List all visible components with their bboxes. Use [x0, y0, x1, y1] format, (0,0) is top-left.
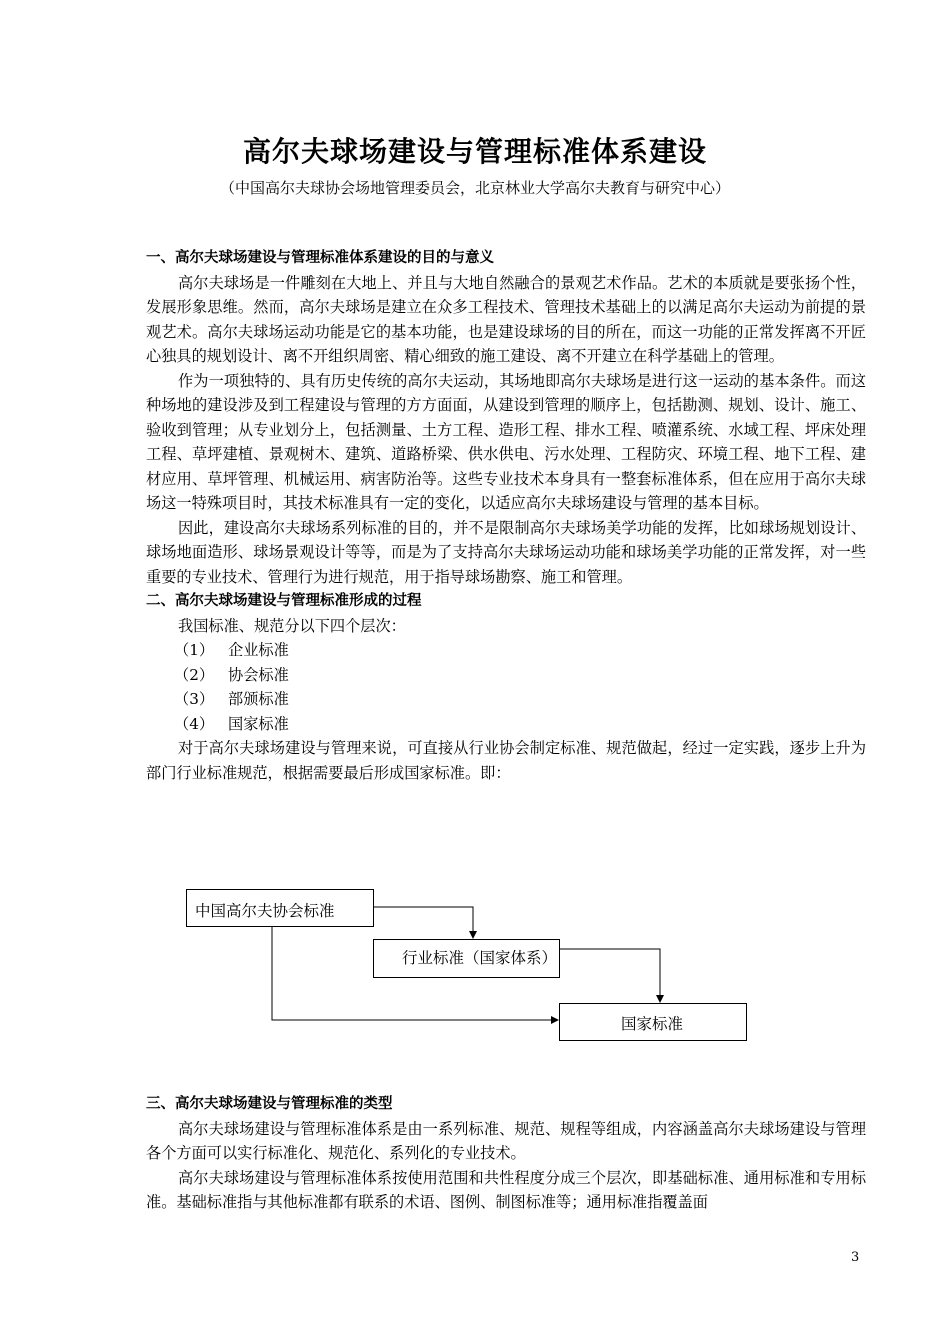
association-standard-box: 中国高尔夫协会标准	[186, 889, 374, 927]
document-subtitle: （中国高尔夫球协会场地管理委员会，北京林业大学高尔夫教育与研究中心）	[219, 179, 730, 197]
section3-paragraph-1: 高尔夫球场建设与管理标准体系是由一系列标准、规范、规程等组成，内容涵盖高尔夫球场建设与管理各个方面可以实行标准化、规范化、系列化的专业技术。	[146, 1119, 866, 1162]
body-lower	[146, 1092, 866, 1215]
section1-paragraph-3: 因此，建设高尔夫球场系列标准的目的，并不是限制高尔夫球场美学功能的发挥，比如球场规划设计、球场地面造形、球场景观设计等等，而是为了支持高尔夫球场运动功能和球场美学功能的正常发挥，对一些重要的专业技术、管理行为进行规范，用于指导球场勘察、施工和管理。	[146, 518, 866, 586]
arrow-to-national-from-industry	[559, 949, 660, 1002]
section1-paragraph-1: 高尔夫球场是一件雕刻在大地上、并且与大地自然融合的景观艺术作品。艺术的本质就是要张扬个性，发展形象思维。然而，高尔夫球场是建立在众多工程技术、管理技术基础上的以满足高尔夫运动为前提的景观艺术。高尔夫球场运动功能是它的基本功能，也是建设球场的目的所在，而这一功能的正常发挥离不开匠心独具的规划设计、离不开组织周密、精心细致的施工建设、离不开建立在科学基础上的管理。	[146, 273, 866, 365]
list-item: （1） 企业标准	[174, 641, 289, 659]
page-number: 3	[851, 1250, 860, 1265]
list-item: （3） 部颁标准	[174, 690, 289, 708]
section1-paragraph-2: 作为一项独特的、具有历史传统的高尔夫运动，其场地即高尔夫球场是进行这一运动的基本条件。而这种场地的建设涉及到工程建设与管理的方方面面，从建设到管理的顺序上，包括勘测、规划、设计、施工、验收到管理；从专业划分上，包括测量、土方工程、造形工程、排水工程、喷灌系统、水域工程、坪床处理工程、草坪建植、景观树木、建筑、道路桥梁、供水供电、污水处理、工程防灾、环境工程、地下工程、建材应用、草坪管理、机械运用、病害防治等。这些专业技术本身具有一整套标准体系，但在应用于高尔夫球场这一特殊项目时，其技术标准具有一定的变化，以适应高尔夫球场建设与管理的基本目标。	[146, 371, 866, 512]
industry-standard-box: 行业标准（国家体系）	[373, 939, 560, 978]
national-standard-box: 国家标准	[559, 1003, 747, 1041]
section2-heading: 二、高尔夫球场建设与管理标准形成的过程	[146, 593, 422, 609]
section1-heading: 一、高尔夫球场建设与管理标准体系建设的目的与意义	[146, 250, 494, 266]
list-item: （2） 协会标准	[174, 665, 289, 684]
section3-paragraph-2: 高尔夫球场建设与管理标准体系按使用范围和共性程度分成三个层次，即基础标准、通用标准和专用标准。基础标准指与其他标准都有联系的术语、图例、制图标准等；通用标准指覆盖面	[146, 1168, 866, 1211]
body-upper	[146, 246, 866, 785]
section2-intro: 我国标准、规范分以下四个层次：	[178, 616, 406, 635]
section3-heading: 三、高尔夫球场建设与管理标准的类型	[146, 1096, 393, 1112]
section2-paragraph: 对于高尔夫球场建设与管理来说，可直接从行业协会制定标准、规范做起，经过一定实践，逐步上升为部门行业标准规范，根据需要最后形成国家标准。即：	[146, 739, 866, 782]
document-title: 高尔夫球场建设与管理标准体系建设	[242, 135, 707, 168]
list-item: （4） 国家标准	[174, 714, 289, 733]
arrow-to-industry	[373, 907, 473, 938]
